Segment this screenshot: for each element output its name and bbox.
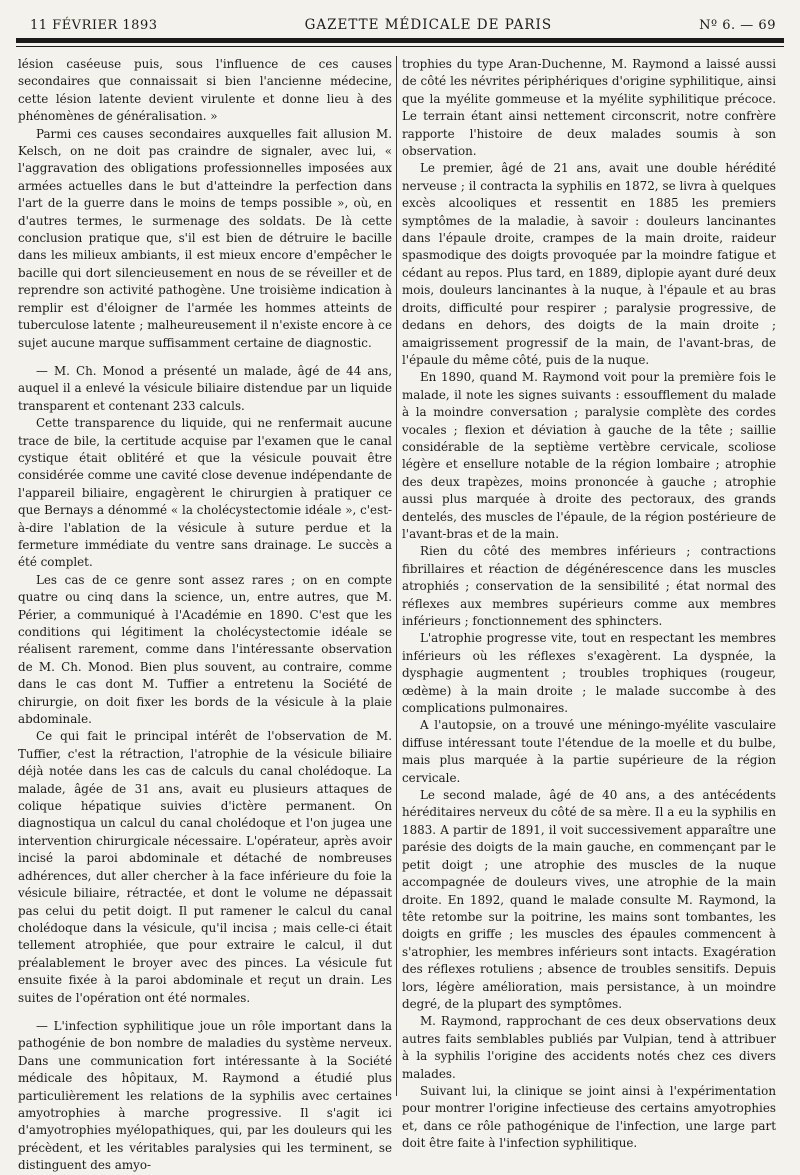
- page-number: Nº 6. — 69: [699, 17, 776, 33]
- paragraph: L'atrophie progresse vite, tout en respectant les membres inférieurs où les réflexes s'exagèrent. La dyspnée, la dysphagie augmentent ; troubles trophiques (rougeur, œdème) à la main droite ; le malade succombe à des complications pulmonaires.: [402, 631, 776, 716]
- journal-title: GAZETTE MÉDICALE DE PARIS: [304, 17, 553, 33]
- paragraph: lésion caséeuse puis, sous l'influence de ces causes secondaires que connaissait si bien l'ancienne médecine, cette lésion latente devient virulente et donne lieu à des phénomènes de généralisation. »: [18, 57, 392, 124]
- paragraph: Ce qui fait le principal intérêt de l'observation de M. Tuffier, c'est la rétraction, l'atrophie de la vésicule biliaire déjà notée dans les cas de calculs du canal cholédoque. La malade, âgée de 31 ans, avait eu plusieurs attaques de colique hépatique suivies d'ictère permanent. On diagnostiqua un calcul du canal cholédoque et l'on jugea une intervention chirurgicale nécessaire. L'opérateur, après avoir incisé la paroi abdominale et détaché de nombreuses adhérences, dut aller chercher à la face inférieure du foie la vésicule biliaire, rétractée, et dont le volume ne dépassait pas celui du petit doigt. Il put ramener le calcul du canal cholédoque dans la vésicule, qu'il incisa ; mais celle-ci était tellement atrophiée, que pour extraire le calcul, il dut préalablement le broyer avec des pinces. La vésicule fut ensuite fixée à la paroi abdominale et reçut un drain. Les suites de l'opération ont été normales.: [18, 729, 392, 1005]
- paragraph: A l'autopsie, on a trouvé une méningo-myélite vasculaire diffuse intéressant toute l'étendue de la moelle et du bulbe, mais plus marquée à la partie supérieure de la région cervicale.: [402, 718, 776, 785]
- paragraph: Le second malade, âgé de 40 ans, a des antécédents héréditaires nerveux du côté de sa mère. Il a eu la syphilis en 1883. A partir de 1891, il voit successivement apparaître une parésie des doigts de la main gauche, en commençant par le petit doigt ; une atrophie des muscles de la nuque accompagnée de douleurs vives, une atrophie de la main droite. En 1892, quand le malade consulte M. Raymond, la tête retombe sur la poitrine, les mains sont tombantes, les doigts en griffe ; les muscles des épaules commencent à s'atrophier, les membres inférieurs sont intacts. Exagération des réflexes rotuliens ; absence de troubles sensitifs. Depuis lors, légère amélioration, mais persistance, à un moindre degré, de la plupart des symptômes.: [402, 788, 776, 1011]
- paragraph: trophies du type Aran-Duchenne, M. Raymond a laissé aussi de côté les névrites périphériques d'origine syphilitique, ainsi que la myélite gommeuse et la myélite syphilitique précoce. Le terrain étant ainsi nettement circonscrit, notre confrère rapporte l'histoire de deux malades soumis à son observation.: [402, 57, 776, 159]
- paragraph: Les cas de ce genre sont assez rares ; on en compte quatre ou cinq dans la science, un, entre autres, que M. Périer, a communiqué à l'Académie en 1890. C'est que les conditions qui légitiment la cholécystectomie idéale se réalisent rarement, comme dans l'intéressante observation de M. Ch. Monod. Bien plus souvent, au contraire, comme dans le cas dont M. Tuffier a entretenu la Société de chirurgie, on doit fixer les bords de la vésicule à la plaie abdominale.: [18, 572, 392, 727]
- paragraph: — M. Ch. Monod a présenté un malade, âgé de 44 ans, auquel il a enlevé la vésicule biliaire distendue par un liquide transparent et contenant 233 calculs.: [18, 363, 392, 413]
- paragraph: M. Raymond, rapprochant de ces deux observations deux autres faits semblables publiés par Vulpian, tend à attribuer à la syphilis l'origine des accidents notés chez ces divers malades.: [402, 1014, 776, 1081]
- right-column: [402, 56, 776, 1151]
- paragraph: Rien du côté des membres inférieurs ; contractions fibrillaires et réaction de dégénérescence dans les muscles atrophiés ; conservation de la sensibilité ; état normal des réflexes aux membres supérieurs comme aux membres inférieurs ; fonctionnement des sphincters.: [402, 544, 776, 628]
- paragraph: Cette transparence du liquide, qui ne renfermait aucune trace de bile, la certitude acquise par l'examen que le canal cystique était oblitéré et que la vésicule pouvait être considérée comme une cavité close devenue indépendante de l'appareil biliaire, engagèrent le chirurgien à pratiquer ce que Bernays a dénommé « la cholécystectomie idéale », c'est-à-dire l'ablation de la vésicule à suture perdue et la fermeture immédiate du ventre sans drainage. Le succès a été complet.: [18, 416, 392, 570]
- paragraph: Le premier, âgé de 21 ans, avait une double hérédité nerveuse ; il contracta la syphilis en 1872, se livra à quelques excès alcooliques et ressentit en 1885 les premiers symptômes de la maladie, à savoir : douleurs lancinantes dans l'épaule droite, crampes de la main droite, raideur spasmodique des doigts provoquée par la moindre fatigue et cédant au repos. Plus tard, en 1889, diplopie ayant duré deux mois, douleurs lancinantes à la nuque, à l'épaule et au bras droits, difficulté pour respirer ; paralysie progressive, de dedans en dehors, des doigts de la main droite ; amaigrissement progressif de la main, de l'avant-bras, de l'épaule du même côté, puis de la nuque.: [402, 161, 776, 367]
- left-column: [18, 56, 392, 1173]
- issue-date: 11 FÉVRIER 1893: [30, 17, 158, 33]
- paragraph: Suivant lui, la clinique se joint ainsi à l'expérimentation pour montrer l'origine infectieuse des certains amyotrophies et, dans ce rôle pathogénique de l'infection, une large part doit être faite à l'infection syphilitique.: [402, 1083, 776, 1151]
- paragraph: En 1890, quand M. Raymond voit pour la première fois le malade, il note les signes suivants : essoufflement du malade à la moindre conversation ; paralysie complète des cordes vocales ; flexion et déviation à gauche de la tête ; saillie considérable de la septième vertèbre cervicale, scoliose légère et ensellure notable de la région lombaire ; atrophie des deux trapèzes, moins prononcée à gauche ; atrophie aussi plus marquée à droite des pectoraux, des grands dentelés, des muscles de l'épaule, de la région postérieure de l'avant-bras et de la main.: [402, 370, 776, 541]
- paragraph: Parmi ces causes secondaires auxquelles fait allusion M. Kelsch, on ne doit pas craindre de signaler, avec lui, « l'aggravation des obligations professionnelles imposées aux armées actuelles dans le but d'atteindre la perfection dans l'art de la guerre dans le moins de temps possible », où, en d'autres termes, le surmenage des soldats. De là cette conclusion pratique que, s'il est bien de détruire le bacille dans les milieux ambiants, il est mieux encore d'empêcher le bacille qui dort silencieusement en nous de se réveiller et de reprendre son activité pathogène. Une troisième indication à remplir est d'éloigner de l'armée les hommes atteints de tuberculose latente ; malheureusement il n'existe encore à ce sujet aucune marque suffisamment certaine de diagnostic.: [18, 126, 392, 350]
- page-header: [30, 14, 776, 36]
- header-rule-thick: [16, 38, 784, 43]
- paragraph: — L'infection syphilitique joue un rôle important dans la pathogénie de bon nombre de maladies du système nerveux. Dans une communication fort intéressante à la Société médicale des hôpitaux, M. Raymond a étudié plus particulièrement les relations de la syphilis avec certaines amyotrophies à marche progressive. Il s'agit ici d'amyotrophies myélopathiques, qui, par les douleurs qui les précèdent, et les véritables paralysies qui les terminent, se distinguent des amyo-: [18, 1018, 392, 1173]
- header-rule-thin: [16, 46, 784, 47]
- column-divider: [396, 56, 397, 1096]
